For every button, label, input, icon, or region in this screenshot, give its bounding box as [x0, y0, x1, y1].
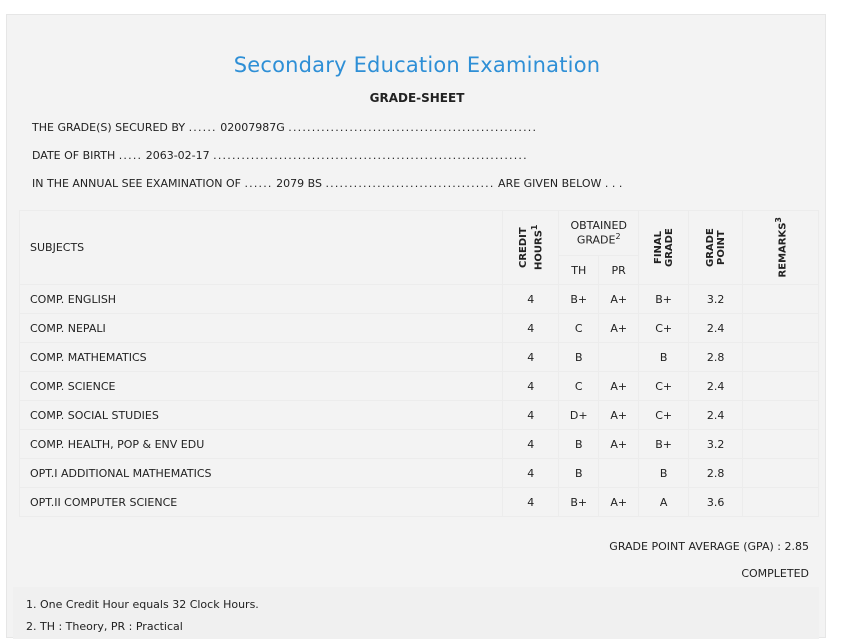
subject-cell: COMP. SCIENCE — [20, 372, 503, 401]
remarks-cell — [743, 372, 819, 401]
pr-grade-cell: A+ — [599, 488, 639, 517]
exam-suffix: ARE GIVEN BELOW . . . — [498, 177, 623, 190]
grade-point-cell: 2.8 — [689, 459, 743, 488]
pr-grade-cell — [599, 459, 639, 488]
dob-lead-dots: ..... — [118, 149, 143, 162]
grade-point-cell: 2.8 — [689, 343, 743, 372]
exam-title: Secondary Education Examination — [233, 53, 601, 77]
col-final-grade — [639, 211, 689, 285]
pr-grade-cell: A+ — [599, 430, 639, 459]
col-obtained-grade — [559, 211, 639, 256]
dob-label: DATE OF BIRTH — [32, 149, 116, 162]
table-row — [20, 372, 819, 401]
table-row — [20, 343, 819, 372]
th-grade-cell: B — [559, 459, 599, 488]
final-grade-cell: C+ — [639, 314, 689, 343]
remarks-cell — [743, 488, 819, 517]
table-header-row — [20, 211, 819, 256]
subject-cell: COMP. ENGLISH — [20, 285, 503, 314]
col-final-grade-label: FINAL GRADE — [652, 228, 675, 267]
col-grade-point — [689, 211, 743, 285]
table-row — [20, 401, 819, 430]
credit-cell: 4 — [503, 459, 559, 488]
grade-point-cell: 3.6 — [689, 488, 743, 517]
grade-point-cell: 2.4 — [689, 314, 743, 343]
table-row — [20, 314, 819, 343]
exam-lead-dots: ...... — [244, 177, 273, 190]
final-grade-cell: A — [639, 488, 689, 517]
remarks-footnote-mark: 3 — [773, 217, 783, 223]
pr-grade-cell: A+ — [599, 372, 639, 401]
gpa-value: 2.85 — [784, 540, 809, 553]
grade-point-cell: 3.2 — [689, 285, 743, 314]
col-grade-point-label: GRADE POINT — [704, 228, 727, 267]
secured-by-trail-dots: ..................................................... — [288, 121, 538, 134]
table-row — [20, 285, 819, 314]
th-grade-cell: B+ — [559, 488, 599, 517]
dob-value: 2063-02-17 — [145, 149, 210, 162]
th-grade-cell: D+ — [559, 401, 599, 430]
col-th: TH — [559, 256, 599, 285]
grade-point-cell: 3.2 — [689, 430, 743, 459]
credit-cell: 4 — [503, 343, 559, 372]
th-grade-cell: B — [559, 343, 599, 372]
secured-by-lead-dots: ...... — [188, 121, 217, 134]
symbol-number: 02007987G — [220, 121, 285, 134]
subject-cell: COMP. NEPALI — [20, 314, 503, 343]
col-obtained-grade-label: OBTAINED GRADE — [570, 219, 627, 247]
final-grade-cell: B — [639, 459, 689, 488]
credit-footnote-mark: 1 — [529, 224, 539, 231]
exam-year: 2079 BS — [276, 177, 322, 190]
grades-table — [19, 210, 819, 517]
dob-trail-dots: ................................................................... — [213, 149, 528, 162]
remarks-cell — [743, 459, 819, 488]
credit-cell: 4 — [503, 488, 559, 517]
pr-grade-cell — [599, 343, 639, 372]
subject-cell: COMP. SOCIAL STUDIES — [20, 401, 503, 430]
col-credit-hours-label: CREDIT HOURS — [517, 227, 544, 271]
footnotes — [13, 587, 819, 639]
grade-sheet — [6, 14, 826, 638]
subject-cell: OPT.I ADDITIONAL MATHEMATICS — [20, 459, 503, 488]
subject-cell: COMP. HEALTH, POP & ENV EDU — [20, 430, 503, 459]
secured-by-label: THE GRADE(S) SECURED BY — [32, 121, 186, 134]
table-row — [20, 430, 819, 459]
credit-cell: 4 — [503, 314, 559, 343]
final-grade-cell: B+ — [639, 430, 689, 459]
table-row — [20, 459, 819, 488]
remarks-cell — [743, 285, 819, 314]
pr-grade-cell: A+ — [599, 314, 639, 343]
credit-cell: 4 — [503, 401, 559, 430]
table-row — [20, 488, 819, 517]
pr-grade-cell: A+ — [599, 401, 639, 430]
col-subjects: SUBJECTS — [20, 211, 503, 285]
result-status: COMPLETED — [741, 567, 809, 580]
th-grade-cell: C — [559, 372, 599, 401]
th-grade-cell: B — [559, 430, 599, 459]
th-grade-cell: B+ — [559, 285, 599, 314]
remarks-cell — [743, 430, 819, 459]
final-grade-cell: B+ — [639, 285, 689, 314]
remarks-cell — [743, 314, 819, 343]
dob-line — [32, 149, 528, 162]
credit-cell: 4 — [503, 285, 559, 314]
grade-point-cell: 2.4 — [689, 401, 743, 430]
credit-cell: 4 — [503, 372, 559, 401]
final-grade-cell: B — [639, 343, 689, 372]
col-remarks — [743, 211, 819, 285]
obtained-footnote-mark: 2 — [615, 232, 621, 242]
subject-cell: OPT.II COMPUTER SCIENCE — [20, 488, 503, 517]
final-grade-cell: C+ — [639, 401, 689, 430]
secured-by-line — [32, 121, 537, 134]
credit-cell: 4 — [503, 430, 559, 459]
col-pr: PR — [599, 256, 639, 285]
grade-sheet-heading: GRADE-SHEET — [369, 91, 465, 105]
subject-cell: COMP. MATHEMATICS — [20, 343, 503, 372]
footnote-2: 2. TH : Theory, PR : Practical — [26, 620, 183, 633]
pr-grade-cell: A+ — [599, 285, 639, 314]
exam-label: IN THE ANNUAL SEE EXAMINATION OF — [32, 177, 241, 190]
grade-point-cell: 2.4 — [689, 372, 743, 401]
gpa-summary — [609, 540, 809, 553]
th-grade-cell: C — [559, 314, 599, 343]
remarks-cell — [743, 401, 819, 430]
footnote-1: 1. One Credit Hour equals 32 Clock Hours. — [26, 598, 259, 611]
final-grade-cell: C+ — [639, 372, 689, 401]
exam-line — [32, 177, 622, 190]
gpa-label: GRADE POINT AVERAGE (GPA) : — [609, 540, 781, 553]
remarks-cell — [743, 343, 819, 372]
exam-trail-dots: .................................... — [325, 177, 495, 190]
col-credit-hours — [503, 211, 559, 285]
col-remarks-label: REMARKS — [777, 222, 789, 278]
